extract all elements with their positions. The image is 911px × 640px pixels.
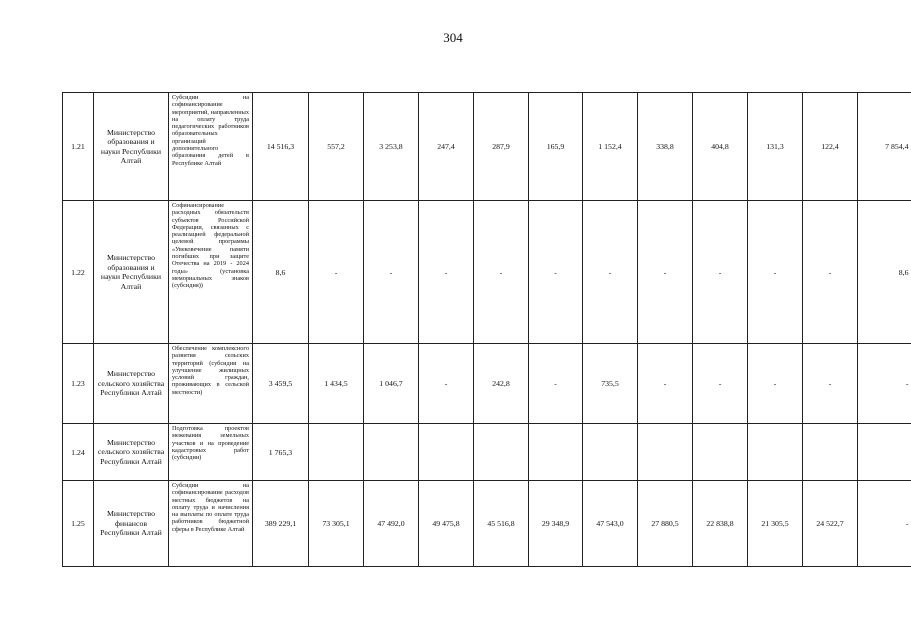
total-value-cell: 389 229,1	[253, 481, 309, 567]
value-cell: -	[529, 201, 583, 344]
value-cell: 8,6	[858, 201, 911, 344]
value-cell: 22 838,8	[693, 481, 748, 567]
value-cell: 49 475,8	[419, 481, 474, 567]
value-cell: 165,9	[529, 93, 583, 201]
value-cell: 247,4	[419, 93, 474, 201]
value-cell: -	[474, 201, 529, 344]
value-cell	[309, 424, 364, 481]
value-cell: -	[419, 201, 474, 344]
value-cell: -	[529, 344, 583, 424]
value-cell: 45 516,8	[474, 481, 529, 567]
value-cell: 338,8	[638, 93, 693, 201]
value-cell	[529, 424, 583, 481]
row-number: 1.24	[63, 424, 94, 481]
value-cell	[419, 424, 474, 481]
ministry-cell: Министерство сельского хозяйства Республики Алтай	[94, 424, 169, 481]
row-number: 1.23	[63, 344, 94, 424]
value-cell: 1 434,5	[309, 344, 364, 424]
value-cell	[803, 424, 858, 481]
value-cell: -	[583, 201, 638, 344]
value-cell: -	[858, 481, 911, 567]
value-cell: -	[364, 201, 419, 344]
page-number: 304	[443, 30, 463, 45]
value-cell: 404,8	[693, 93, 748, 201]
value-cell	[858, 424, 911, 481]
row-number: 1.25	[63, 481, 94, 567]
budget-table	[62, 92, 911, 567]
value-cell: 47 543,0	[583, 481, 638, 567]
value-cell: 557,2	[309, 93, 364, 201]
value-cell: 1 046,7	[364, 344, 419, 424]
value-cell: 131,3	[748, 93, 803, 201]
description-cell: Субсидии на софинансирование расходов местных бюджетов на оплату труда и начисления на выплаты по оплате труда работников бюджетной сферы в Республике Алтай	[169, 481, 253, 567]
value-cell: -	[803, 201, 858, 344]
value-cell	[474, 424, 529, 481]
value-cell: 122,4	[803, 93, 858, 201]
table-row	[63, 201, 911, 344]
value-cell: -	[693, 344, 748, 424]
value-cell: 29 348,9	[529, 481, 583, 567]
value-cell	[748, 424, 803, 481]
value-cell: -	[309, 201, 364, 344]
table-row	[63, 424, 911, 481]
total-value-cell: 14 516,3	[253, 93, 309, 201]
row-number: 1.21	[63, 93, 94, 201]
value-cell: 735,5	[583, 344, 638, 424]
value-cell: -	[858, 344, 911, 424]
description-cell: Обеспечение комплексного развития сельских территорий (субсидии на улучшение жилищных условий граждан, проживающих в сельской местности)	[169, 344, 253, 424]
value-cell: 3 253,8	[364, 93, 419, 201]
table-row	[63, 344, 911, 424]
value-cell	[583, 424, 638, 481]
value-cell: -	[638, 201, 693, 344]
value-cell: 27 880,5	[638, 481, 693, 567]
ministry-cell: Министерство образования и науки Республики Алтай	[94, 93, 169, 201]
value-cell	[364, 424, 419, 481]
ministry-cell: Министерство образования и науки Республики Алтай	[94, 201, 169, 344]
value-cell: -	[419, 344, 474, 424]
value-cell: 242,8	[474, 344, 529, 424]
description-cell: Софинансирование расходных обязательств субъектов Российской Федерации, связанных с реализацией федеральной целевой программы «Увековечение памяти погибших при защите Отечества на 2019 - 2024 годы» (установка мемориальных знаков (субсидия))	[169, 201, 253, 344]
value-cell	[693, 424, 748, 481]
value-cell: 47 492,0	[364, 481, 419, 567]
value-cell: -	[748, 344, 803, 424]
table-row	[63, 481, 911, 567]
value-cell: 24 522,7	[803, 481, 858, 567]
value-cell	[638, 424, 693, 481]
description-cell: Субсидии на софинансирование мероприятий, направленных на оплату труда педагогических работников образовательных организаций дополнительного образования детей в Республике Алтай	[169, 93, 253, 201]
total-value-cell: 8,6	[253, 201, 309, 344]
description-cell: Подготовка проектов межевания земельных участков и на проведение кадастровых работ (субсидии)	[169, 424, 253, 481]
value-cell: 73 305,1	[309, 481, 364, 567]
value-cell: -	[693, 201, 748, 344]
table-row	[63, 93, 911, 201]
value-cell: 7 854,4	[858, 93, 911, 201]
ministry-cell: Министерство сельского хозяйства Республики Алтай	[94, 344, 169, 424]
value-cell: 21 305,5	[748, 481, 803, 567]
value-cell: 1 152,4	[583, 93, 638, 201]
total-value-cell: 1 765,3	[253, 424, 309, 481]
value-cell: -	[748, 201, 803, 344]
total-value-cell: 3 459,5	[253, 344, 309, 424]
ministry-cell: Министерство финансов Республики Алтай	[94, 481, 169, 567]
value-cell: 287,9	[474, 93, 529, 201]
row-number: 1.22	[63, 201, 94, 344]
value-cell: -	[638, 344, 693, 424]
value-cell: -	[803, 344, 858, 424]
